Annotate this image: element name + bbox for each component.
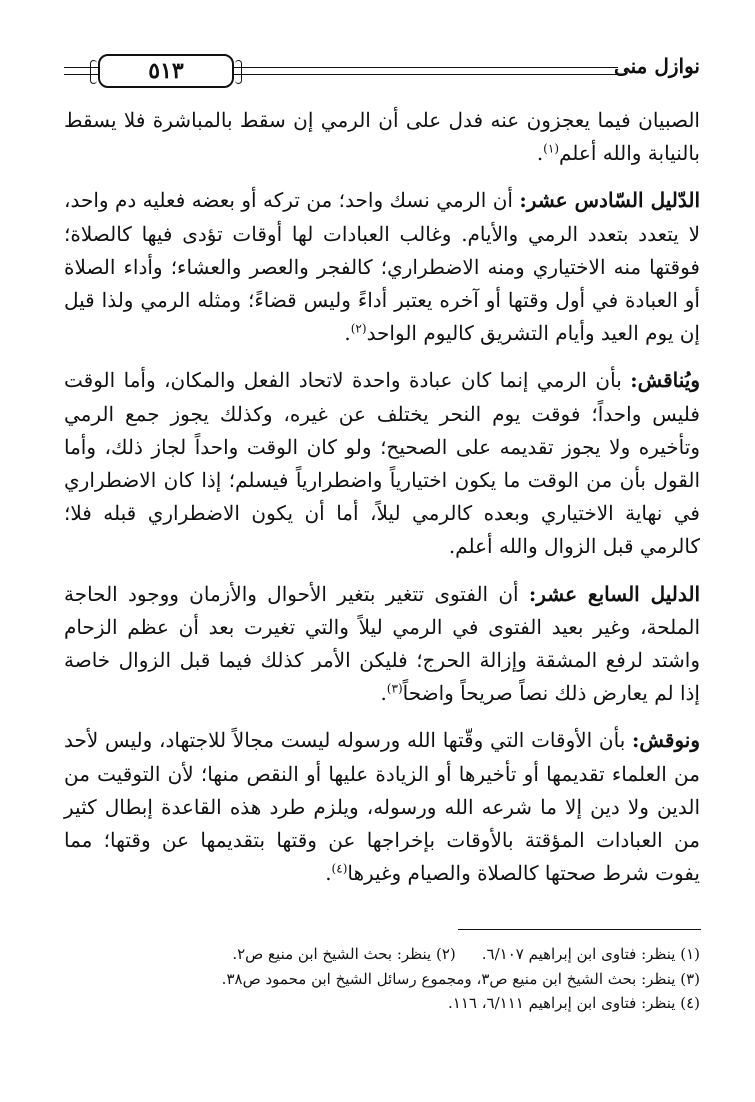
paragraph-evidence-17 bbox=[64, 578, 700, 711]
paragraph-heading: ويُناقش: bbox=[630, 368, 700, 393]
paragraph-end: . bbox=[380, 681, 387, 706]
footnotes bbox=[64, 942, 700, 1016]
page-header bbox=[64, 48, 700, 88]
footnote-3: (٣) ينظر: بحث الشيخ ابن منيع ص٣، ومجموع رسائل الشيخ ابن محمود ص٣٨. bbox=[221, 969, 700, 988]
footnote-line bbox=[64, 942, 700, 967]
paragraph-text: أن الرمي نسك واحد؛ من تركه أو بعضه فعليه دم واحد، لا يتعدد بتعدد الرمي والأيام. وغالب العبادات لها أوقات تؤدى فيها كالصلاة؛ فوقتها منه الاختياري ومنه الاضطراري؛ كالفجر والعصر والعشاء؛ وأداء الصلاة أو العبادة في أول وقتها أو آخره يعتبر أداءً وليس قضاءً؛ ومثله الرمي ولذا قيل إن يوم العيد وأيام التشريق كاليوم الواحد bbox=[64, 188, 700, 346]
paragraph-evidence-16 bbox=[64, 184, 700, 350]
paragraph-end: . bbox=[325, 861, 332, 886]
paragraph-text: بأن الأوقات التي وقّتها الله ورسوله ليست مجالاً للاجتهاد، وليس لأحد من العلماء تقديمها أو تأخيرها أو الزيادة عليها أو النقص منها؛ لأن التوقيت من الدين ولا دين إلا ما شرعه الله ورسوله، ويلزم طرد هذه القاعدة إبطال كثير من العبادات المؤقتة بالأوقات بإخراجها عن وقتها بتقديمها عن وقتها؛ مما يفوت شرط صحتها كالصلاة والصيام وغيرها bbox=[64, 728, 700, 886]
running-title: نوازل منى bbox=[613, 54, 700, 78]
footnote-ref: (١) bbox=[543, 141, 559, 156]
footnote-4: (٤) ينظر: فتاوى ابن إبراهيم ٦/١١١، ١١٦. bbox=[447, 994, 700, 1012]
paragraph-end: . bbox=[536, 141, 544, 166]
paragraph-continuation bbox=[64, 104, 700, 170]
footnote-2: (٢) ينظر: بحث الشيخ ابن منيع ص٢. bbox=[232, 945, 456, 963]
main-text bbox=[64, 104, 700, 904]
footnote-ref: (٢) bbox=[350, 321, 367, 336]
paragraph-text: بأن الرمي إنما كان عبادة واحدة لاتحاد الفعل والمكان، وأما الوقت فليس واحداً؛ فوقت يوم النحر يختلف عن غيره، وكذلك يجوز جمع الرمي وتأخيره ولا يجوز تقديمه على الصحيح؛ ولو كان الوقت واحداً لجاز ذلك، وأما القول بأن من الوقت ما يكون اختيارياً واضطرارياً فيسلم؛ إذا كان الاضطراري في نهاية الاختياري وبعده كالرمي ليلاً، أما أن يكون الاضطراري قبله فلا؛ كالرمي قبل الزوال والله أعلم. bbox=[64, 368, 700, 559]
paragraph-heading: الدليل السابع عشر: bbox=[528, 581, 701, 606]
page-number-frame bbox=[98, 54, 234, 88]
footnote-1: (١) ينظر: فتاوى ابن إبراهيم ٦/١٠٧. bbox=[481, 945, 700, 963]
paragraph-end: . bbox=[344, 321, 351, 346]
paragraph-text: أن الفتوى تتغير بتغير الأحوال والأزمان ووجود الحاجة الملحة، وغير بعيد الفتوى في الرمي ليلاً والتي تغيرت بعد أن عظم الزحام واشتد لرفع المشقة وإزالة الحرج؛ فليكن الأمر كذلك فيما قبل الزوال خاصة إذا لم يعارض ذلك نصاً صريحاً واضحاً bbox=[64, 581, 700, 706]
page-number: ٥١٣ bbox=[148, 58, 184, 84]
paragraph-heading: الدّليل السّادس عشر: bbox=[519, 188, 700, 213]
paragraph-rebuttal-1 bbox=[64, 364, 700, 563]
header-rule bbox=[232, 67, 618, 75]
footnote-separator bbox=[458, 929, 701, 930]
footnote-ref: (٣) bbox=[386, 681, 403, 696]
footnote-ref: (٤) bbox=[331, 861, 348, 876]
paragraph-text: الصبيان فيما يعجزون عنه فدل على أن الرمي إن سقط بالمباشرة فلا يسقط بالنيابة والله أعلم bbox=[64, 108, 700, 166]
paragraph-heading: ونوقش: bbox=[632, 728, 700, 753]
paragraph-rebuttal-2 bbox=[64, 724, 700, 890]
